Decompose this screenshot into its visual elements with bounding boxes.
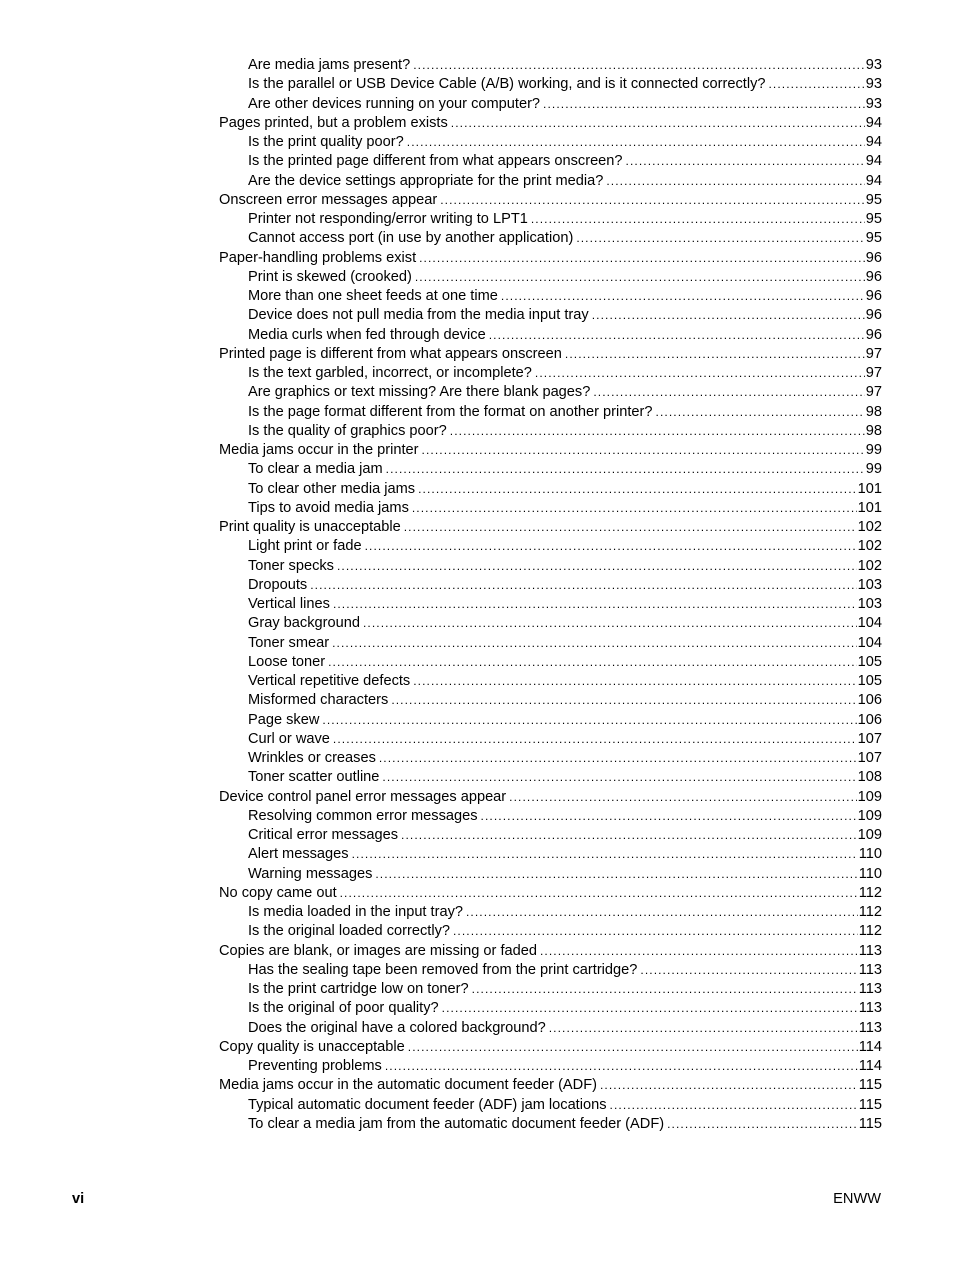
toc-entry-page: 109 [857, 827, 882, 843]
toc-entry-title: Alert messages [248, 846, 349, 863]
toc-entry[interactable] [219, 768, 882, 787]
toc-entry[interactable] [219, 749, 882, 768]
toc-entry-page: 96 [865, 288, 882, 304]
toc-dot-leader [385, 1057, 858, 1076]
toc-entry-page: 99 [865, 461, 882, 478]
toc-entry[interactable] [219, 1096, 882, 1115]
toc-entry-title: Toner specks [248, 557, 334, 574]
toc-entry-title: Resolving common error messages [248, 807, 478, 824]
page-number: vi [72, 1191, 85, 1207]
toc-entry-title: Does the original have a colored background? [248, 1019, 546, 1036]
toc-entry-title: Is media loaded in the input tray? [248, 904, 463, 920]
toc-dot-leader [481, 807, 857, 826]
toc-entry-title: Paper-handling problems exist [219, 249, 417, 266]
toc-entry-title: Are graphics or text missing? Are there blank pages? [248, 384, 591, 401]
toc-entry-page: 94 [865, 172, 882, 189]
toc-entry-page: 96 [865, 326, 882, 343]
toc-entry[interactable] [219, 268, 882, 287]
toc-dot-leader [412, 499, 857, 518]
toc-dot-leader [422, 441, 865, 460]
toc-entry-title: Vertical lines [248, 596, 330, 612]
toc-entry[interactable] [219, 95, 882, 114]
toc-entry-title: Is the print quality poor? [248, 134, 404, 150]
toc-entry-title: Pages printed, but a problem exists [219, 114, 448, 131]
toc-entry-title: Are the device settings appropriate for the print media? [248, 172, 604, 189]
toc-dot-leader [466, 903, 858, 922]
toc-entry-title: Toner smear [248, 634, 330, 651]
toc-entry-page: 97 [865, 365, 882, 381]
toc-dot-leader [442, 999, 858, 1018]
toc-entry-page: 103 [857, 576, 882, 593]
toc-dot-leader [386, 460, 865, 479]
toc-entry[interactable] [219, 56, 882, 75]
toc-dot-leader [413, 56, 865, 75]
toc-entry-title: Warning messages [248, 865, 373, 882]
toc-entry[interactable] [219, 903, 882, 922]
toc-entry-title: Copy quality is unacceptable [219, 1038, 405, 1055]
toc-dot-leader [379, 749, 857, 768]
toc-entry[interactable] [219, 730, 882, 749]
toc-dot-leader [576, 229, 864, 248]
toc-entry[interactable] [219, 922, 882, 941]
toc-dot-leader [333, 730, 857, 749]
toc-entry-page: 110 [858, 846, 882, 863]
toc-entry-page: 114 [858, 1038, 882, 1055]
toc-dot-leader [600, 1076, 858, 1095]
toc-entry-page: 108 [857, 769, 882, 786]
toc-dot-leader [418, 480, 857, 499]
toc-entry[interactable] [219, 788, 882, 807]
toc-dot-leader [540, 942, 858, 961]
toc-entry[interactable] [219, 884, 882, 903]
toc-dot-leader [640, 961, 857, 980]
toc-entry-page: 102 [857, 538, 882, 555]
toc-entry-title: Print quality is unacceptable [219, 519, 401, 535]
toc-dot-leader [419, 249, 865, 268]
toc-dot-leader [450, 422, 865, 441]
toc-entry[interactable] [219, 75, 882, 94]
toc-entry-page: 113 [858, 942, 882, 959]
toc-dot-leader [382, 768, 856, 787]
toc-dot-leader [451, 114, 865, 133]
toc-entry-page: 112 [858, 923, 882, 940]
toc-entry-title: Is the page format different from the format on another printer? [248, 403, 653, 420]
toc-entry[interactable] [219, 1038, 882, 1057]
toc-entry-title: Media jams occur in the printer [219, 442, 419, 458]
toc-entry[interactable] [219, 191, 882, 210]
toc-entry-page: 109 [857, 807, 882, 824]
toc-entry-page: 98 [865, 422, 882, 439]
toc-entry-title: Light print or fade [248, 538, 362, 555]
toc-entry[interactable] [219, 460, 882, 479]
toc-entry[interactable] [219, 345, 882, 364]
toc-entry-page: 106 [857, 711, 882, 728]
toc-entry[interactable] [219, 383, 882, 402]
toc-entry-title: Preventing problems [248, 1058, 382, 1074]
toc-dot-leader [565, 345, 865, 364]
toc-dot-leader [328, 653, 857, 672]
toc-dot-leader [404, 518, 857, 537]
toc-entry[interactable] [219, 1057, 882, 1076]
toc-entry[interactable] [219, 672, 882, 691]
toc-entry-page: 107 [857, 750, 882, 766]
toc-entry-page: 113 [858, 1019, 882, 1036]
toc-entry-page: 102 [857, 557, 882, 574]
toc-dot-leader [352, 845, 858, 864]
toc-dot-leader [593, 383, 864, 402]
toc-entry-title: Is the printed page different from what appears onscreen? [248, 153, 623, 170]
toc-entry-page: 96 [865, 249, 882, 266]
toc-entry-title: Is the parallel or USB Device Cable (A/B) working, and is it connected correctly? [248, 76, 766, 93]
toc-entry-page: 94 [865, 114, 882, 131]
toc-entry-page: 101 [857, 480, 882, 497]
toc-entry[interactable] [219, 807, 882, 826]
toc-entry-title: To clear a media jam [248, 461, 383, 478]
toc-entry[interactable] [219, 942, 882, 961]
toc-entry-title: Has the sealing tape been removed from the print cartridge? [248, 961, 638, 978]
toc-entry-title: Onscreen error messages appear [219, 191, 438, 208]
toc-entry-title: Is the original of poor quality? [248, 1000, 439, 1017]
toc-entry-page: 93 [865, 95, 882, 112]
toc-entry-title: Copies are blank, or images are missing or faded [219, 942, 537, 959]
toc-entry[interactable] [219, 1019, 882, 1038]
toc-entry-page: 99 [865, 442, 882, 458]
toc-dot-leader [769, 75, 865, 94]
toc-dot-leader [391, 691, 856, 710]
toc-dot-leader [543, 95, 865, 114]
toc-entry-page: 93 [865, 57, 882, 73]
toc-entry-page: 112 [858, 904, 882, 920]
toc-entry[interactable] [219, 249, 882, 268]
toc-dot-leader [413, 672, 856, 691]
toc-entry[interactable] [219, 306, 882, 325]
toc-dot-leader [407, 133, 865, 152]
toc-dot-leader [592, 306, 865, 325]
toc-entry-title: Device does not pull media from the media input tray [248, 307, 589, 324]
toc-entry-title: Cannot access port (in use by another application) [248, 230, 574, 247]
toc-entry-title: Media curls when fed through device [248, 326, 486, 343]
toc-dot-leader [322, 711, 856, 730]
toc-entry[interactable] [219, 210, 882, 229]
toc-entry[interactable] [219, 653, 882, 672]
toc-entry[interactable] [219, 1076, 882, 1095]
toc-entry-title: No copy came out [219, 884, 337, 901]
toc-entry[interactable] [219, 537, 882, 556]
toc-entry-page: 95 [865, 230, 882, 247]
toc-entry-title: Typical automatic document feeder (ADF) jam locations [248, 1096, 607, 1113]
toc-dot-leader [365, 537, 857, 556]
toc-dot-leader [453, 922, 858, 941]
toc-entry-title: To clear a media jam from the automatic document feeder (ADF) [248, 1115, 665, 1132]
toc-entry-title: Are media jams present? [248, 57, 411, 73]
toc-dot-leader [531, 210, 865, 229]
toc-dot-leader [549, 1019, 858, 1038]
table-of-contents [219, 56, 882, 1134]
toc-entry-page: 104 [857, 634, 882, 651]
toc-entry-page: 101 [857, 499, 882, 516]
toc-dot-leader [656, 403, 865, 422]
toc-entry-title: Is the print cartridge low on toner? [248, 981, 469, 997]
toc-entry[interactable] [219, 518, 882, 537]
toc-entry-title: Tips to avoid media jams [248, 499, 409, 516]
toc-entry[interactable] [219, 364, 882, 383]
toc-entry-page: 102 [857, 519, 882, 535]
toc-entry-page: 113 [858, 981, 882, 997]
toc-entry-page: 97 [865, 345, 882, 362]
toc-entry[interactable] [219, 999, 882, 1018]
toc-entry-page: 98 [865, 403, 882, 420]
toc-dot-leader [667, 1115, 858, 1134]
toc-entry[interactable] [219, 826, 882, 845]
toc-entry-page: 114 [858, 1058, 882, 1074]
toc-entry[interactable] [219, 576, 882, 595]
toc-entry[interactable] [219, 845, 882, 864]
toc-entry-page: 97 [865, 384, 882, 401]
toc-entry-page: 105 [857, 653, 882, 670]
toc-entry[interactable] [219, 152, 882, 171]
toc-dot-leader [440, 191, 865, 210]
toc-dot-leader [626, 152, 865, 171]
toc-entry[interactable] [219, 133, 882, 152]
toc-entry-page: 103 [857, 596, 882, 612]
toc-entry[interactable] [219, 422, 882, 441]
toc-dot-leader [375, 865, 857, 884]
toc-dot-leader [332, 634, 857, 653]
toc-entry-page: 106 [857, 692, 882, 709]
toc-entry[interactable] [219, 595, 882, 614]
toc-entry[interactable] [219, 229, 882, 248]
toc-entry[interactable] [219, 634, 882, 653]
toc-entry-title: Dropouts [248, 576, 308, 593]
toc-entry[interactable] [219, 711, 882, 730]
toc-entry-title: Device control panel error messages appear [219, 788, 507, 805]
toc-dot-leader [363, 614, 857, 633]
toc-entry[interactable] [219, 499, 882, 518]
toc-entry-title: Gray background [248, 615, 360, 632]
toc-entry-title: Vertical repetitive defects [248, 673, 411, 689]
toc-entry-page: 94 [865, 134, 882, 150]
toc-dot-leader [401, 826, 857, 845]
toc-dot-leader [509, 788, 856, 807]
toc-entry-title: Page skew [248, 711, 320, 728]
toc-entry[interactable] [219, 865, 882, 884]
toc-dot-leader [337, 557, 857, 576]
toc-entry[interactable] [219, 480, 882, 499]
toc-entry-page: 94 [865, 153, 882, 170]
toc-dot-leader [535, 364, 865, 383]
toc-entry-title: Loose toner [248, 653, 326, 670]
toc-entry-page: 115 [858, 1115, 882, 1132]
toc-entry-title: Printed page is different from what appears onscreen [219, 345, 562, 362]
toc-entry[interactable] [219, 441, 882, 460]
toc-dot-leader [333, 595, 857, 614]
toc-entry[interactable] [219, 403, 882, 422]
toc-dot-leader [415, 268, 865, 287]
toc-entry-title: Curl or wave [248, 730, 330, 747]
toc-entry-title: Print is skewed (crooked) [248, 268, 412, 285]
toc-entry-title: Wrinkles or creases [248, 750, 376, 766]
toc-entry[interactable] [219, 114, 882, 133]
toc-entry-page: 115 [858, 1077, 882, 1094]
toc-entry-page: 105 [857, 673, 882, 689]
toc-entry[interactable] [219, 557, 882, 576]
toc-entry-page: 113 [858, 1000, 882, 1017]
toc-entry-title: To clear other media jams [248, 480, 416, 497]
toc-entry-title: Printer not responding/error writing to LPT1 [248, 211, 528, 227]
toc-entry-page: 113 [858, 961, 882, 978]
toc-entry-page: 112 [858, 884, 882, 901]
toc-entry[interactable] [219, 1115, 882, 1134]
toc-entry[interactable] [219, 961, 882, 980]
toc-entry-title: Is the original loaded correctly? [248, 923, 450, 940]
toc-entry-page: 109 [857, 788, 882, 805]
toc-entry-title: Media jams occur in the automatic document feeder (ADF) [219, 1077, 597, 1094]
toc-entry[interactable] [219, 980, 882, 999]
toc-dot-leader [340, 884, 858, 903]
toc-dot-leader [501, 287, 865, 306]
toc-entry-title: Are other devices running on your computer? [248, 95, 541, 112]
toc-entry-page: 107 [857, 730, 882, 747]
toc-entry[interactable] [219, 287, 882, 306]
toc-entry-title: Misformed characters [248, 692, 389, 709]
toc-entry-title: More than one sheet feeds at one time [248, 288, 498, 304]
toc-entry-page: 95 [865, 211, 882, 227]
document-code: ENWW [833, 1191, 881, 1207]
toc-entry-title: Is the quality of graphics poor? [248, 422, 447, 439]
toc-entry[interactable] [219, 614, 882, 633]
toc-dot-leader [610, 1096, 858, 1115]
toc-dot-leader [606, 172, 864, 191]
toc-entry[interactable] [219, 172, 882, 191]
toc-entry[interactable] [219, 326, 882, 345]
toc-dot-leader [408, 1038, 858, 1057]
toc-entry-page: 93 [865, 76, 882, 93]
toc-entry-page: 104 [857, 615, 882, 632]
toc-dot-leader [472, 980, 858, 999]
toc-entry-page: 96 [865, 268, 882, 285]
toc-entry-page: 95 [865, 191, 882, 208]
toc-entry[interactable] [219, 691, 882, 710]
toc-entry-page: 115 [858, 1096, 882, 1113]
toc-entry-title: Critical error messages [248, 827, 399, 843]
toc-dot-leader [489, 326, 865, 345]
toc-entry-page: 96 [865, 307, 882, 324]
toc-entry-title: Is the text garbled, incorrect, or incomplete? [248, 365, 532, 381]
toc-entry-title: Toner scatter outline [248, 769, 380, 786]
toc-dot-leader [310, 576, 856, 595]
toc-entry-page: 110 [858, 865, 882, 882]
